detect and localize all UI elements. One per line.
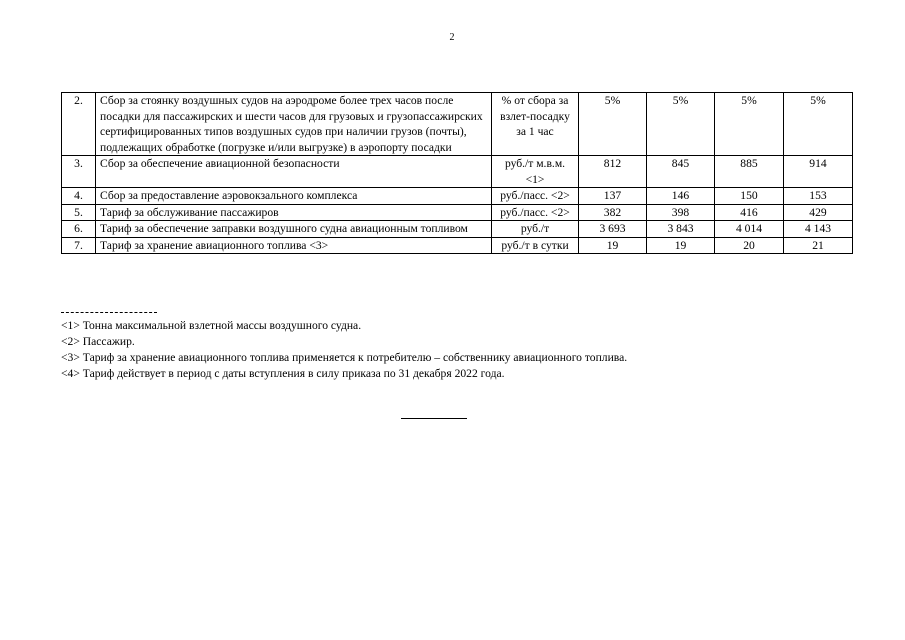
table-row xyxy=(62,204,853,221)
tariff-value: 845 xyxy=(647,156,715,188)
table-row xyxy=(62,237,853,254)
row-number: 4. xyxy=(62,188,96,205)
table-row xyxy=(62,221,853,238)
tariff-value: 4 143 xyxy=(784,221,853,238)
fee-name: Тариф за обеспечение заправки воздушного судна авиационным топливом xyxy=(96,221,492,238)
footnotes xyxy=(61,318,841,382)
fee-name: Сбор за обеспечение авиационной безопасности xyxy=(96,156,492,188)
footnote: <4> Тариф действует в период с даты вступления в силу приказа по 31 декабря 2022 года. xyxy=(61,367,505,380)
fee-name: Сбор за предоставление аэровокзального комплекса xyxy=(96,188,492,205)
row-number: 2. xyxy=(62,93,96,156)
tariff-value: 429 xyxy=(784,204,853,221)
unit-of-measure: руб./т в сутки xyxy=(492,237,579,254)
tariff-value: 3 693 xyxy=(579,221,647,238)
unit-of-measure: % от сбора за взлет-посадку за 1 час xyxy=(492,93,579,156)
footnote-separator xyxy=(61,312,157,313)
tariff-value: 382 xyxy=(579,204,647,221)
tariff-value: 146 xyxy=(647,188,715,205)
footnote: <1> Тонна максимальной взлетной массы воздушного судна. xyxy=(61,319,362,332)
fee-name: Тариф за обслуживание пассажиров xyxy=(96,204,492,221)
tariff-value: 19 xyxy=(647,237,715,254)
fee-name: Тариф за хранение авиационного топлива <3> xyxy=(96,237,492,254)
unit-of-measure: руб./пасс. <2> xyxy=(492,188,579,205)
page-number: 2 xyxy=(449,32,455,43)
tariff-value: 19 xyxy=(579,237,647,254)
fee-name: Сбор за стоянку воздушных судов на аэродроме более трех часов после посадки для пассажирских и шести часов для грузовых и грузопассажирских сертифицированных типов воздушных судов при наличии грузов (почты), подлежащих обработке (погрузке и/или выгрузке) в аэропорту посадки xyxy=(96,93,492,156)
tariff-value: 21 xyxy=(784,237,853,254)
tariff-value: 5% xyxy=(647,93,715,156)
tariff-value: 150 xyxy=(715,188,784,205)
row-number: 7. xyxy=(62,237,96,254)
tariff-value: 5% xyxy=(784,93,853,156)
tariff-value: 153 xyxy=(784,188,853,205)
unit-of-measure: руб./т xyxy=(492,221,579,238)
row-number: 6. xyxy=(62,221,96,238)
tariff-value: 4 014 xyxy=(715,221,784,238)
footnote: <3> Тариф за хранение авиационного топлива применяется к потребителю – собственнику авиационного топлива. xyxy=(61,351,628,364)
unit-of-measure: руб./т м.в.м. <1> xyxy=(492,156,579,188)
table-row xyxy=(62,93,853,156)
footnote: <2> Пассажир. xyxy=(61,335,135,348)
table-row xyxy=(62,188,853,205)
tariff-value: 416 xyxy=(715,204,784,221)
end-of-document-line xyxy=(401,418,467,419)
tariff-value: 20 xyxy=(715,237,784,254)
tariff-value: 5% xyxy=(715,93,784,156)
tariff-value: 885 xyxy=(715,156,784,188)
tariff-table xyxy=(61,92,853,254)
tariff-value: 812 xyxy=(579,156,647,188)
tariff-value: 914 xyxy=(784,156,853,188)
tariff-value: 137 xyxy=(579,188,647,205)
unit-of-measure: руб./пасс. <2> xyxy=(492,204,579,221)
tariff-value: 3 843 xyxy=(647,221,715,238)
tariff-value: 5% xyxy=(579,93,647,156)
tariff-value: 398 xyxy=(647,204,715,221)
row-number: 5. xyxy=(62,204,96,221)
table-row xyxy=(62,156,853,188)
row-number: 3. xyxy=(62,156,96,188)
